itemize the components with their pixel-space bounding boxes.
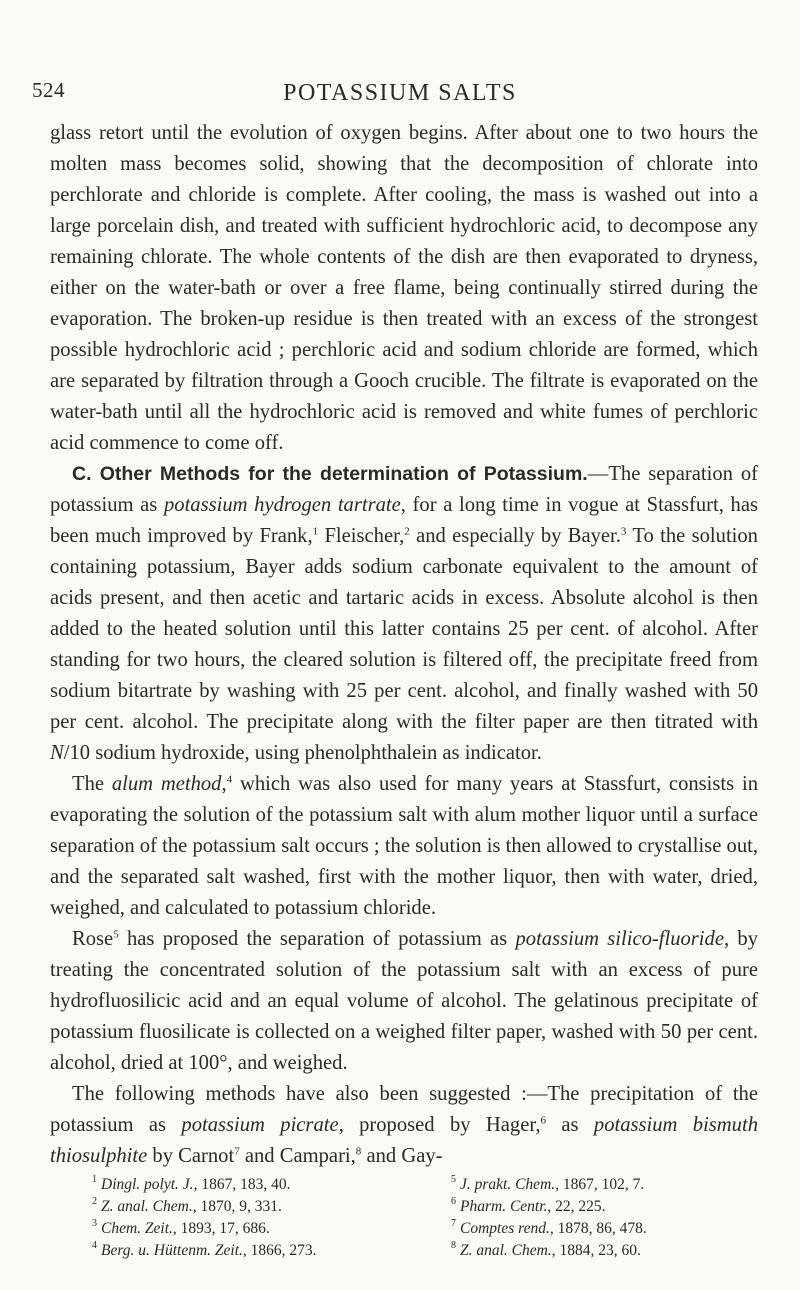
- footnote-ref[interactable]: 2: [404, 525, 410, 538]
- paragraph-following-methods: [50, 1079, 758, 1172]
- footnote: [451, 1218, 760, 1240]
- footnote-ref-detail: , 1884, 23, 60.: [551, 1242, 641, 1259]
- italic-term: potassium bismuth thiosulphite: [50, 1114, 758, 1167]
- text-run: , by treating the concentrated solution of the potassium salt with an excess of pure hydrofluosilicic acid and an equal volume of alcohol. The gelatinous precipitate of potassium fluosilicate is collected on a weighed filter paper, washed with 50 per cent. alcohol, dried at 100°, and weighed.: [50, 928, 758, 1074]
- footnote: [92, 1218, 401, 1240]
- text-run: The: [72, 773, 112, 795]
- footnote: [92, 1174, 401, 1196]
- page-number: 524: [32, 78, 65, 102]
- footnote: [92, 1196, 401, 1218]
- footnote-source: J. prakt. Chem.: [460, 1176, 556, 1193]
- text-run: The following methods have also been suggested :—The precipitation of the potassium as: [50, 1083, 758, 1136]
- footnote-number: 7: [451, 1218, 456, 1229]
- text-run: as: [546, 1114, 594, 1136]
- paragraph-perchlorate-method: glass retort until the evolution of oxygen begins. After about one to two hours the molten mass becomes solid, showing that the decomposition of chlorate into perchlorate and chloride is complete. After cooling, the mass is washed out into a large porcelain dish, and treated with sufficient hydrochloric acid, to decompose any remaining chlorate. The whole contents of the dish are then evaporated to dryness, either on the water-bath or over a free flame, being continually stirred during the evaporation. The broken-up residue is then treated with an excess of the strongest possible hydrochloric acid ; perchloric acid and sodium chloride are formed, which are separated by filtration through a Gooch crucible. The filtrate is evaporated on the water-bath until all the hydrochloric acid is removed and white fumes of perchloric acid commence to come off.: [50, 122, 758, 454]
- paragraph-rose-method: [50, 924, 758, 1079]
- paragraph-alum-method: [50, 769, 758, 924]
- footnote-ref-detail: , 22, 225.: [547, 1198, 606, 1215]
- footnote: [451, 1240, 760, 1262]
- text-run: by Carnot: [147, 1145, 235, 1167]
- text-run: ,: [221, 773, 227, 795]
- footnotes-right-column: [451, 1174, 760, 1262]
- footnote-ref[interactable]: 8: [355, 1145, 362, 1158]
- italic-term: potassium hydrogen tartrate: [163, 494, 401, 516]
- footnote-ref[interactable]: 1: [312, 525, 319, 538]
- footnote-number: 1: [92, 1174, 97, 1185]
- footnote: [451, 1174, 760, 1196]
- text-run: /10 sodium hydroxide, using phenolphthalein as indicator.: [63, 742, 542, 764]
- italic-term: potassium silico-fluoride: [515, 928, 724, 950]
- text-run: —The separation of potassium as: [50, 463, 759, 516]
- footnote-ref[interactable]: 3: [620, 525, 627, 538]
- footnote-ref-detail: , 1870, 9, 331.: [192, 1198, 282, 1215]
- footnote-ref-detail: , 1867, 102, 7.: [555, 1176, 645, 1193]
- footnote: [92, 1240, 401, 1262]
- text-run: , for a long time in vogue at Stassfurt, has been much improved by Frank,: [50, 494, 758, 547]
- footnote-number: 3: [92, 1218, 97, 1229]
- body-text: [50, 118, 758, 1172]
- text-run: has proposed the separation of potassium as: [118, 928, 516, 950]
- footnote-ref-detail: , 1878, 86, 478.: [549, 1220, 647, 1237]
- footnote-ref-detail: , 1866, 273.: [242, 1242, 317, 1259]
- footnote-number: 6: [451, 1196, 456, 1207]
- footnote-ref[interactable]: 6: [540, 1114, 547, 1127]
- footnote-ref-detail: , 1893, 17, 686.: [172, 1220, 270, 1237]
- text-run: , proposed by Hager,: [338, 1114, 541, 1136]
- italic-term: N: [50, 742, 64, 764]
- footnote-ref[interactable]: 5: [113, 928, 119, 941]
- running-title: POTASSIUM SALTS: [283, 80, 517, 106]
- footnote: [451, 1196, 760, 1218]
- footnote-number: 8: [451, 1240, 456, 1251]
- text-run: Rose: [72, 928, 114, 950]
- paragraph-other-methods: [50, 459, 758, 769]
- footnote-source: Z. anal. Chem.: [101, 1198, 193, 1215]
- footnote-source: Dingl. polyt. J.: [101, 1176, 194, 1193]
- text-run: and Campari,: [239, 1145, 356, 1167]
- footnotes: [92, 1174, 760, 1262]
- text-run: and Gay-: [361, 1145, 443, 1167]
- footnote-source: Chem. Zeit.: [101, 1220, 173, 1237]
- footnote-number: 5: [451, 1174, 456, 1185]
- text-run: which was also used for many years at Stassfurt, consists in evaporating the solution of the potassium salt with alum mother liquor until a surface separation of the potassium salt occurs ; the solution is then allowed to crystallise out, and the separated salt washed, first with the mother liquor, then with water, dried, weighed, and calculated to potassium chloride.: [50, 773, 758, 919]
- footnote-source: Pharm. Centr.: [460, 1198, 548, 1215]
- footnote-ref[interactable]: 4: [226, 773, 233, 786]
- footnote-ref[interactable]: 7: [234, 1145, 240, 1158]
- text-run: To the solution containing potassium, Bayer adds sodium carbonate equivalent to the amount of acids present, and then acetic and tartaric acids in excess. Absolute alcohol is then added to the heated solution until this latter contains 25 per cent. of alcohol. After standing for two hours, the cleared solution is filtered off, the precipitate freed from sodium bitartrate by washing with 25 per cent. alcohol, and finally washed with 50 per cent. alcohol. The precipitate along with the filter paper are then titrated with: [50, 525, 758, 733]
- footnote-ref-detail: , 1867, 183, 40.: [193, 1176, 291, 1193]
- text-run: and especially by Bayer.: [409, 525, 621, 547]
- text-run: Fleischer,: [318, 525, 405, 547]
- footnote-number: 4: [92, 1240, 97, 1251]
- section-heading: C. Other Methods for the determination of Potassium.: [72, 463, 588, 485]
- footnotes-left-column: [92, 1174, 401, 1262]
- footnote-source: Berg. u. Hüttenm. Zeit.: [101, 1242, 243, 1259]
- footnote-source: Comptes rend.: [460, 1220, 550, 1237]
- italic-term: potassium picrate: [181, 1114, 339, 1136]
- footnote-source: Z. anal. Chem.: [460, 1242, 552, 1259]
- footnote-number: 2: [92, 1196, 97, 1207]
- italic-term: alum method: [111, 773, 222, 795]
